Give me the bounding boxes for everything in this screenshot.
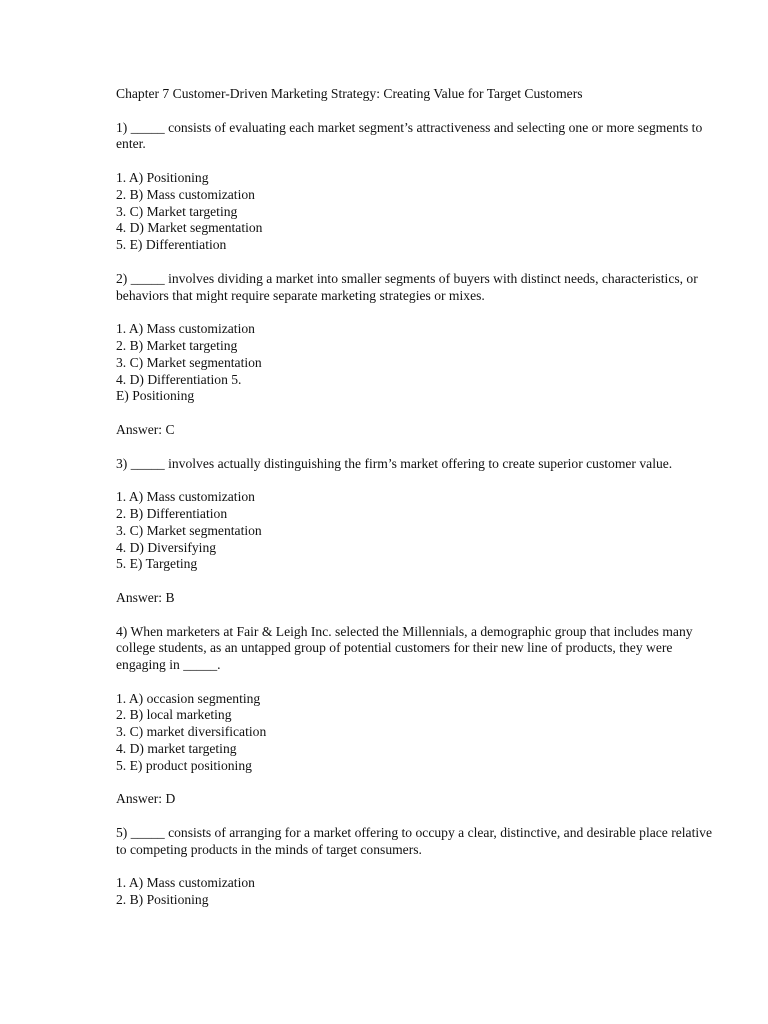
question-text: 1) _____ consists of evaluating each market segment’s attractiveness and selecting one or more segments to enter. [116, 119, 703, 152]
option-item: 3. C) Market targeting [116, 203, 238, 219]
option-item: 3. C) Market segmentation [116, 354, 262, 370]
option-item: 1. A) Mass customization [116, 875, 255, 891]
answer-text: Answer: D [116, 791, 176, 807]
option-item: 1. A) Mass customization [116, 321, 255, 337]
document-page [116, 86, 716, 926]
option-list [116, 691, 716, 775]
option-item: 2. B) Mass customization [116, 186, 255, 202]
option-item: 4. D) Market segmentation [116, 220, 263, 236]
option-list [116, 170, 716, 254]
option-item: 2. B) local marketing [116, 707, 232, 723]
question-2 [116, 271, 716, 439]
answer-text: Answer: C [116, 421, 175, 437]
option-item: 1. A) occasion segmenting [116, 690, 261, 706]
option-list [116, 321, 716, 405]
option-item: 3. C) market diversification [116, 724, 267, 740]
chapter-title: Chapter 7 Customer-Driven Marketing Strategy: Creating Value for Target Customers [116, 86, 583, 101]
option-item: 5. E) Targeting [116, 556, 198, 572]
answer-text: Answer: B [116, 589, 175, 605]
question-5 [116, 825, 716, 909]
option-item: 4. D) Differentiation 5. [116, 371, 242, 387]
question-1 [116, 120, 716, 254]
option-list [116, 875, 716, 909]
option-list [116, 489, 716, 573]
question-text: 3) _____ involves actually distinguishing the firm’s market offering to create superior customer value. [116, 455, 673, 471]
option-item: 1. A) Mass customization [116, 489, 255, 505]
option-item: 4. D) Diversifying [116, 539, 217, 555]
option-item: 2. B) Market targeting [116, 337, 238, 353]
question-3 [116, 456, 716, 607]
option-item: 3. C) Market segmentation [116, 522, 262, 538]
question-text: 4) When marketers at Fair & Leigh Inc. selected the Millennials, a demographic group that includes many college students, as an untapped group of potential customers for their new line of products, they were engaging in _____. [116, 623, 693, 673]
question-4 [116, 624, 716, 809]
option-item: 4. D) market targeting [116, 741, 237, 757]
option-item: 1. A) Positioning [116, 169, 209, 185]
question-text: 2) _____ involves dividing a market into smaller segments of buyers with distinct needs, characteristics, or behaviors that might require separate marketing strategies or mixes. [116, 270, 698, 303]
option-item: 2. B) Positioning [116, 892, 209, 908]
option-item: 5. E) Differentiation [116, 237, 227, 253]
question-text: 5) _____ consists of arranging for a market offering to occupy a clear, distinctive, and desirable place relative to competing products in the minds of target consumers. [116, 825, 712, 857]
option-item: E) Positioning [116, 388, 195, 404]
option-item: 2. B) Differentiation [116, 505, 228, 521]
option-item: 5. E) product positioning [116, 757, 252, 773]
